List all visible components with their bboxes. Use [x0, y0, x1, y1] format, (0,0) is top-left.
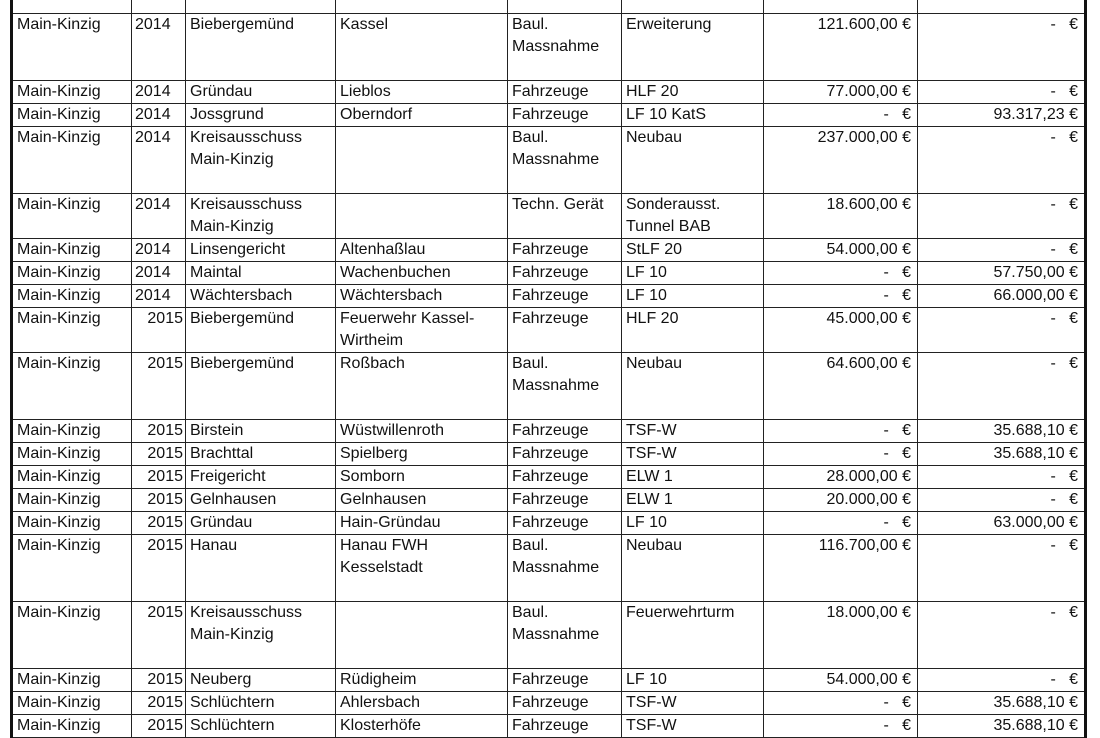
table-row: [12, 81, 1086, 104]
cell-year: 2015: [132, 669, 186, 692]
cell-region: Main-Kinzig: [12, 127, 132, 194]
cell-location: Wachenbuchen: [336, 262, 508, 285]
cell-item: LF 10: [622, 669, 764, 692]
table-row: [12, 602, 1086, 669]
cell-region: Main-Kinzig: [12, 14, 132, 81]
cell-year: 2015: [132, 602, 186, 669]
cell-category: Fahrzeuge: [508, 443, 622, 466]
cell-amount-a: - €: [764, 104, 918, 127]
cell-municipality: Kreisausschuss Main-Kinzig: [186, 194, 336, 239]
cell-item: HLF 20: [622, 308, 764, 353]
cell-item: LF 10: [622, 262, 764, 285]
table-row: [12, 285, 1086, 308]
table-row: [12, 669, 1086, 692]
cell-year: 2014: [132, 194, 186, 239]
cell-location: Gelnhausen: [336, 489, 508, 512]
cell-item: TSF-W: [622, 443, 764, 466]
table-row: [12, 308, 1086, 353]
table-row: [12, 466, 1086, 489]
cell-municipality: Biebergemünd: [186, 14, 336, 81]
cell-amount-b: - €: [918, 466, 1086, 489]
cell-municipality: Jossgrund: [186, 104, 336, 127]
cell-category: Baul. Massnahme: [508, 602, 622, 669]
cell-item: Neubau: [622, 353, 764, 420]
cell-year: 2015: [132, 443, 186, 466]
cell-year: 2015: [132, 466, 186, 489]
cell-location: Wüstwillenroth: [336, 420, 508, 443]
cell-year: 2014: [132, 127, 186, 194]
cell-item: LF 10: [622, 285, 764, 308]
cell-amount-a: 121.600,00 €: [764, 14, 918, 81]
cell-amount-b: - €: [918, 489, 1086, 512]
cell-amount-a: - €: [764, 443, 918, 466]
cell-municipality: Freigericht: [186, 466, 336, 489]
cell-region: Main-Kinzig: [12, 420, 132, 443]
table-row: [12, 262, 1086, 285]
cell-amount-a: 64.600,00 €: [764, 353, 918, 420]
cell-category: Techn. Gerät: [508, 194, 622, 239]
cell-amount-a: - €: [764, 285, 918, 308]
cell-category: Fahrzeuge: [508, 308, 622, 353]
cell-amount-a: 45.000,00 €: [764, 308, 918, 353]
cell-municipality: Schlüchtern: [186, 715, 336, 738]
cell-region: Main-Kinzig: [12, 81, 132, 104]
cell-category: Fahrzeuge: [508, 669, 622, 692]
cell-amount-b: - €: [918, 81, 1086, 104]
cell-location: Wächtersbach: [336, 285, 508, 308]
cell-amount-b: - €: [918, 127, 1086, 194]
cell-municipality: Gründau: [186, 512, 336, 535]
table-row: [12, 104, 1086, 127]
cell-region: Main-Kinzig: [12, 535, 132, 602]
cell-location: Klosterhöfe: [336, 715, 508, 738]
cell-municipality: Neuberg: [186, 669, 336, 692]
cell-category: Fahrzeuge: [508, 104, 622, 127]
table-row: [12, 239, 1086, 262]
cell-region: Main-Kinzig: [12, 669, 132, 692]
cell-year: 2015: [132, 420, 186, 443]
cell-region: Main-Kinzig: [12, 239, 132, 262]
cell-region: Main-Kinzig: [12, 512, 132, 535]
cell-year: 2014: [132, 262, 186, 285]
cell-amount-a: 54.000,00 €: [764, 669, 918, 692]
cell-location: Hanau FWH Kesselstadt: [336, 535, 508, 602]
cell-location: Altenhaßlau: [336, 239, 508, 262]
cell-location: Lieblos: [336, 81, 508, 104]
cell-amount-b: - €: [918, 308, 1086, 353]
cell-year: 2014: [132, 239, 186, 262]
cell-amount-b: 57.750,00 €: [918, 262, 1086, 285]
cell-location: Oberndorf: [336, 104, 508, 127]
cell-amount-b: 35.688,10 €: [918, 443, 1086, 466]
cell-category: Fahrzeuge: [508, 285, 622, 308]
cell-year: 2014: [132, 14, 186, 81]
cell-category: Fahrzeuge: [508, 466, 622, 489]
cell-region: Main-Kinzig: [12, 692, 132, 715]
cell-year: 2014: [132, 285, 186, 308]
cell-item: TSF-W: [622, 692, 764, 715]
cell-amount-a: 20.000,00 €: [764, 489, 918, 512]
table-row: [12, 443, 1086, 466]
cell-category: Baul. Massnahme: [508, 535, 622, 602]
cell-amount-a: - €: [764, 420, 918, 443]
cell-region: Main-Kinzig: [12, 104, 132, 127]
cell-municipality: Kreisausschuss Main-Kinzig: [186, 127, 336, 194]
cell-item: HLF 20: [622, 81, 764, 104]
cell-year: 2014: [132, 104, 186, 127]
cell-item: Erweiterung: [622, 14, 764, 81]
table-row: [12, 14, 1086, 81]
cell-location: [336, 602, 508, 669]
cell-item: Neubau: [622, 535, 764, 602]
table-row-partial: [12, 0, 1086, 14]
cell-year: 2015: [132, 692, 186, 715]
cell-year: 2015: [132, 353, 186, 420]
cell-region: Main-Kinzig: [12, 308, 132, 353]
cell-location: Ahlersbach: [336, 692, 508, 715]
table-row: [12, 420, 1086, 443]
cell-item: TSF-W: [622, 715, 764, 738]
cell-location: Spielberg: [336, 443, 508, 466]
table-row: [12, 535, 1086, 602]
cell-amount-b: - €: [918, 535, 1086, 602]
cell-municipality: Hanau: [186, 535, 336, 602]
cell-item: StLF 20: [622, 239, 764, 262]
cell-municipality: Linsengericht: [186, 239, 336, 262]
cell-location: Hain-Gründau: [336, 512, 508, 535]
cell-municipality: Gründau: [186, 81, 336, 104]
cell-category: Fahrzeuge: [508, 81, 622, 104]
cell-amount-b: 66.000,00 €: [918, 285, 1086, 308]
cell-amount-a: 237.000,00 €: [764, 127, 918, 194]
cell-municipality: Brachttal: [186, 443, 336, 466]
cell-item: Sonderausst. Tunnel BAB: [622, 194, 764, 239]
cell-region: Main-Kinzig: [12, 194, 132, 239]
cell-region: Main-Kinzig: [12, 285, 132, 308]
cell-amount-a: - €: [764, 512, 918, 535]
table-row: [12, 353, 1086, 420]
cell-amount-b: 35.688,10 €: [918, 715, 1086, 738]
cell-category: Baul. Massnahme: [508, 127, 622, 194]
cell-amount-a: 54.000,00 €: [764, 239, 918, 262]
funding-table-main: [10, 0, 1087, 738]
cell-region: Main-Kinzig: [12, 262, 132, 285]
cell-year: 2015: [132, 715, 186, 738]
cell-amount-b: - €: [918, 353, 1086, 420]
cell-category: Fahrzeuge: [508, 262, 622, 285]
cell-region: Main-Kinzig: [12, 466, 132, 489]
cell-amount-a: 18.000,00 €: [764, 602, 918, 669]
cell-year: 2015: [132, 512, 186, 535]
cell-category: Fahrzeuge: [508, 512, 622, 535]
cell-municipality: Birstein: [186, 420, 336, 443]
cell-year: 2015: [132, 535, 186, 602]
cell-category: Baul. Massnahme: [508, 353, 622, 420]
cell-region: Main-Kinzig: [12, 353, 132, 420]
cell-amount-b: 35.688,10 €: [918, 420, 1086, 443]
cell-municipality: Wächtersbach: [186, 285, 336, 308]
cell-amount-a: - €: [764, 715, 918, 738]
cell-location: Roßbach: [336, 353, 508, 420]
cell-item: LF 10 KatS: [622, 104, 764, 127]
cell-municipality: Maintal: [186, 262, 336, 285]
cell-item: ELW 1: [622, 466, 764, 489]
cell-location: Somborn: [336, 466, 508, 489]
cell-item: Neubau: [622, 127, 764, 194]
cell-amount-b: - €: [918, 669, 1086, 692]
cell-year: 2015: [132, 308, 186, 353]
cell-item: TSF-W: [622, 420, 764, 443]
cell-item: ELW 1: [622, 489, 764, 512]
cell-municipality: Kreisausschuss Main-Kinzig: [186, 602, 336, 669]
cell-category: Baul. Massnahme: [508, 14, 622, 81]
cell-year: 2015: [132, 489, 186, 512]
cell-amount-b: - €: [918, 239, 1086, 262]
cell-amount-a: - €: [764, 692, 918, 715]
cell-category: Fahrzeuge: [508, 715, 622, 738]
cell-amount-a: - €: [764, 262, 918, 285]
table-row: [12, 692, 1086, 715]
cell-category: Fahrzeuge: [508, 692, 622, 715]
cell-amount-a: 116.700,00 €: [764, 535, 918, 602]
cell-location: [336, 194, 508, 239]
table-row: [12, 127, 1086, 194]
cell-amount-a: 28.000,00 €: [764, 466, 918, 489]
cell-location: Kassel: [336, 14, 508, 81]
cell-category: Fahrzeuge: [508, 239, 622, 262]
cell-municipality: Biebergemünd: [186, 353, 336, 420]
table-row: [12, 512, 1086, 535]
cell-region: Main-Kinzig: [12, 602, 132, 669]
cell-amount-b: 63.000,00 €: [918, 512, 1086, 535]
cell-municipality: Biebergemünd: [186, 308, 336, 353]
cell-municipality: Gelnhausen: [186, 489, 336, 512]
cell-item: Feuerwehrturm: [622, 602, 764, 669]
table-row: [12, 194, 1086, 239]
cell-location: [336, 127, 508, 194]
cell-amount-b: - €: [918, 602, 1086, 669]
cell-amount-b: - €: [918, 14, 1086, 81]
cell-region: Main-Kinzig: [12, 443, 132, 466]
cell-amount-a: 77.000,00 €: [764, 81, 918, 104]
cell-item: LF 10: [622, 512, 764, 535]
cell-region: Main-Kinzig: [12, 715, 132, 738]
cell-region: Main-Kinzig: [12, 489, 132, 512]
table-row: [12, 715, 1086, 738]
cell-category: Fahrzeuge: [508, 489, 622, 512]
table-row: [12, 489, 1086, 512]
cell-amount-b: 35.688,10 €: [918, 692, 1086, 715]
cell-location: Feuerwehr Kassel- Wirtheim: [336, 308, 508, 353]
cell-amount-a: 18.600,00 €: [764, 194, 918, 239]
cell-amount-b: - €: [918, 194, 1086, 239]
cell-location: Rüdigheim: [336, 669, 508, 692]
cell-municipality: Schlüchtern: [186, 692, 336, 715]
cell-amount-b: 93.317,23 €: [918, 104, 1086, 127]
cell-category: Fahrzeuge: [508, 420, 622, 443]
cell-year: 2014: [132, 81, 186, 104]
